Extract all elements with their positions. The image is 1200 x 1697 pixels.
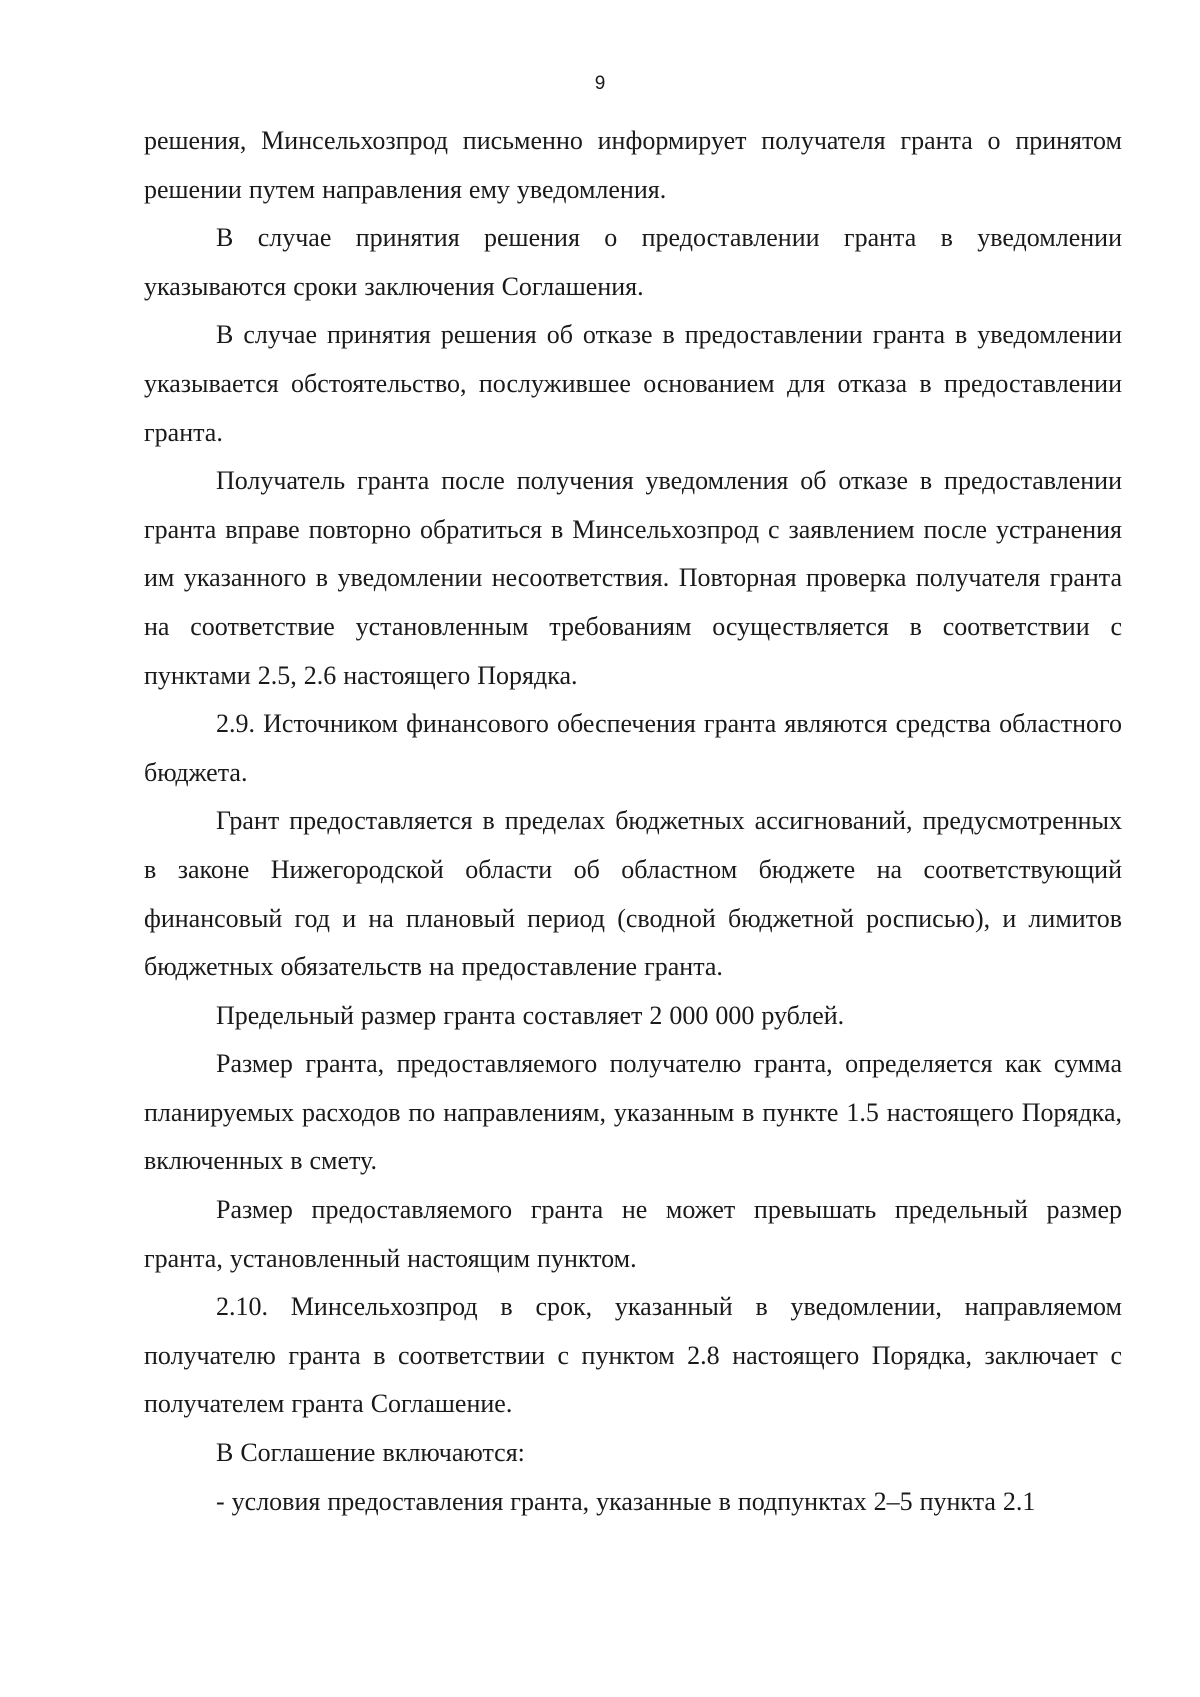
paragraph-grant-refusal: В случае принятия решения об отказе в предоставлении гранта в уведомлении указывается обстоятельство, послужившее основанием для отказа в предоставлении гранта. <box>144 320 1122 447</box>
page-number: 9 <box>594 73 606 94</box>
list-item-grant-conditions: - условия предоставления гранта, указанные в подпунктах 2–5 пункта 2.1 <box>216 1486 1036 1516</box>
document-body <box>144 117 1122 1526</box>
paragraph-reapplication: Получатель гранта после получения уведомления об отказе в предоставлении гранта вправе повторно обратиться в Минсельхозпрод с заявлением после устранения им указанного в уведомлении несоответствия. Повторная проверка получателя гранта на соответствие установленным требованиям осуществляется в соответствии с пунктами 2.5, 2.6 настоящего Порядка. <box>144 466 1122 690</box>
paragraph-2-9-funding-source: 2.9. Источником финансового обеспечения гранта являются средства областного бюджета. <box>144 709 1122 787</box>
paragraph-max-grant: Предельный размер гранта составляет 2 000 000 рублей. <box>216 1000 845 1030</box>
paragraph-grant-amount: Размер гранта, предоставляемого получателю гранта, определяется как сумма планируемых расходов по направлениям, указанным в пункте 1.5 настоящего Порядка, включенных в смету. <box>144 1049 1122 1176</box>
paragraph-decision-notification: решения, Минсельхозпрод письменно информирует получателя гранта о принятом решении путем направления ему уведомления. <box>144 126 1122 204</box>
paragraph-budget-limits: Грант предоставляется в пределах бюджетных ассигнований, предусмотренных в законе Нижегородской области об областном бюджете на соответствующий финансовый год и на плановый период (сводной бюджетной росписью), и лимитов бюджетных обязательств на предоставление гранта. <box>144 806 1122 982</box>
paragraph-2-10-agreement: 2.10. Минсельхозпрод в срок, указанный в уведомлении, направляемом получателю гранта в соответствии с пунктом 2.8 настоящего Порядка, заключает с получателем гранта Соглашение. <box>144 1292 1122 1419</box>
paragraph-agreement-includes: В Соглашение включаются: <box>216 1438 525 1468</box>
paragraph-grant-cap: Размер предоставляемого гранта не может превышать предельный размер гранта, установленный настоящим пунктом. <box>144 1195 1122 1273</box>
paragraph-grant-approval: В случае принятия решения о предоставлении гранта в уведомлении указываются сроки заключения Соглашения. <box>144 223 1122 301</box>
